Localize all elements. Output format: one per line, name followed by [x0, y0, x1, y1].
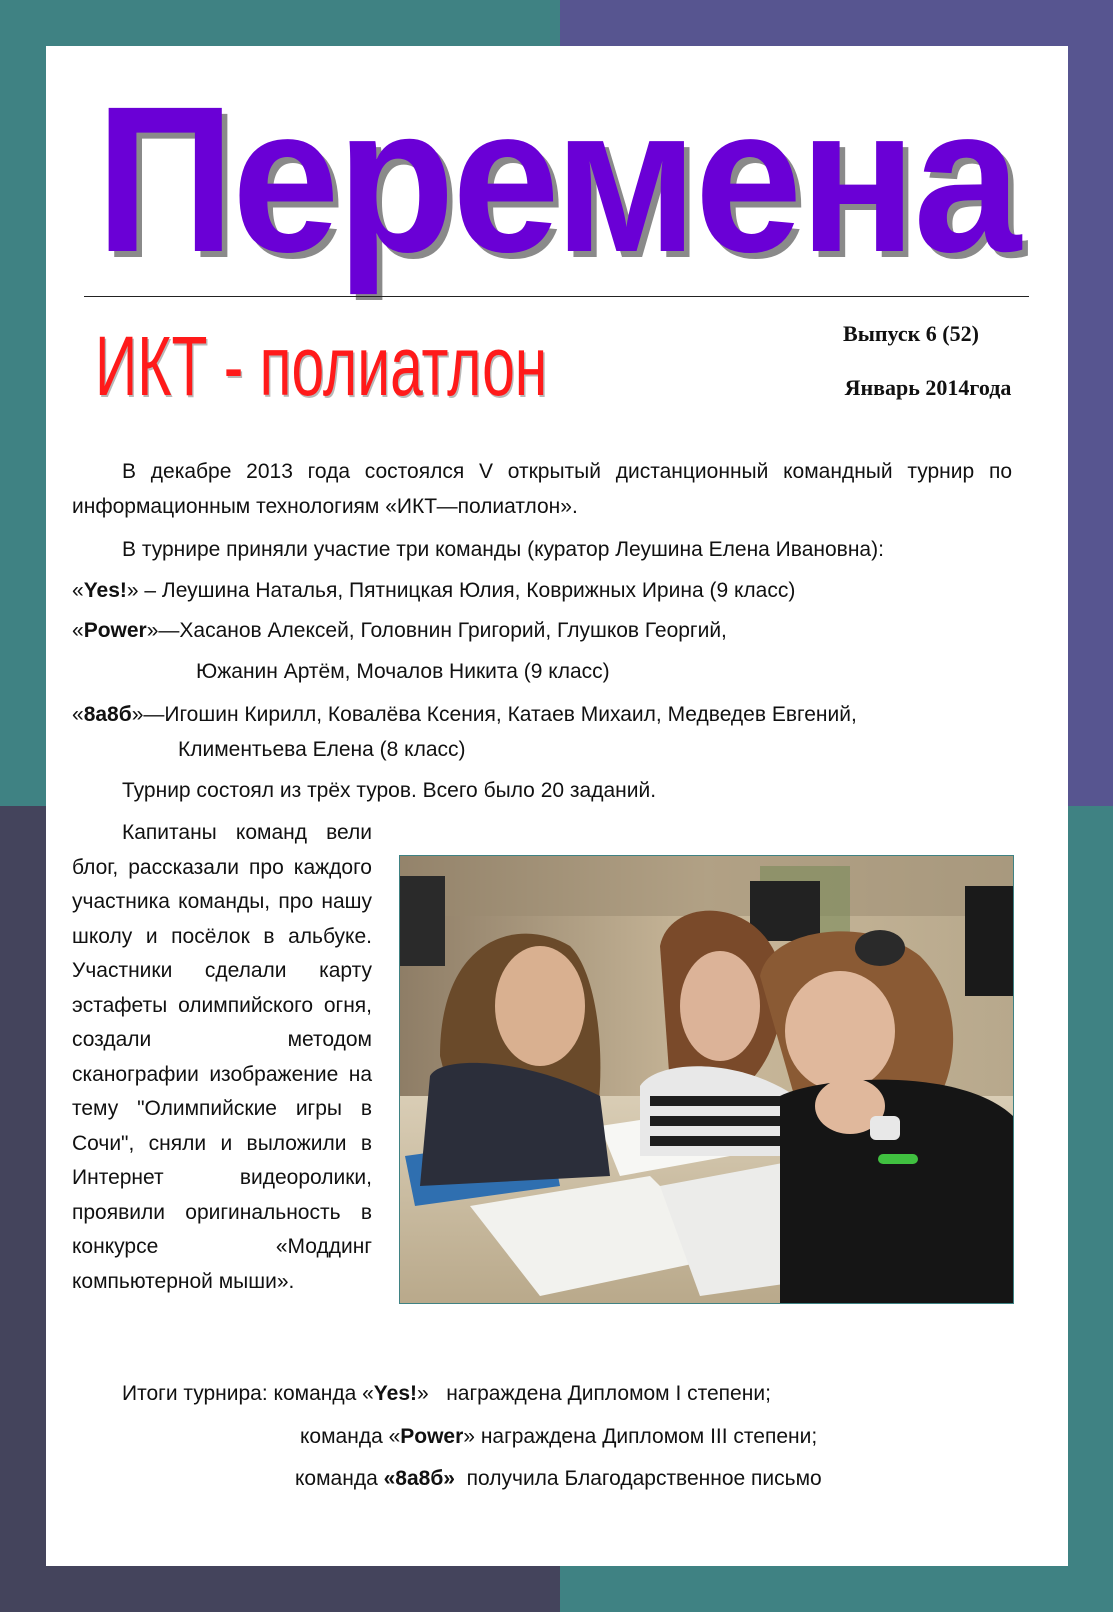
results-word-team: команда: [300, 1425, 383, 1448]
team-name: Yes!: [83, 579, 127, 602]
article-headline: ИКТ - полиатлон: [95, 319, 548, 413]
results-line-1: Итоги турнира: команда «Yes!» награждена Дипломом I степени;: [122, 1382, 771, 1405]
issue-date: Январь 2014года: [844, 375, 1012, 400]
results-team-power: Power: [400, 1425, 464, 1448]
results-line-2: команда «Power» награждена Дипломом III степени;: [300, 1425, 818, 1448]
results-line-3: [295, 1461, 822, 1496]
team-name: 8а8б: [83, 703, 132, 726]
issue-number: Выпуск 6 (52): [843, 321, 979, 346]
header-divider: [84, 296, 1029, 297]
results-word-team: команда: [295, 1467, 378, 1490]
tours-paragraph: Турнир состоял из трёх туров. Всего было 20 заданий.: [122, 779, 657, 802]
team-power: «Power»—Хасанов Алексей, Головнин Григорий, Глушков Георгий,: [72, 619, 727, 642]
results-award-3: получила Благодарственное письмо: [466, 1467, 822, 1490]
results-team-8a8b: «8а8б»: [383, 1467, 455, 1490]
team-power-members-cont: Южанин Артём, Мочалов Никита (9 класс): [196, 660, 610, 683]
team-8a8b: «8а8б»—Игошин Кирилл, Ковалёва Ксения, Катаев Михаил, Медведев Евгений,: [72, 703, 857, 726]
team-8a8b-members-cont: Климентьева Елена (8 класс): [178, 738, 466, 761]
team-yes: «Yes!» – Леушина Наталья, Пятницкая Юлия, Коврижных Ирина (9 класс): [72, 579, 796, 602]
results-team-8a8b-name: 8а8б: [395, 1467, 444, 1490]
results-intro: Итоги турнира: команда: [122, 1382, 357, 1405]
intro-paragraph: В декабре 2013 года состоялся V открытый дистанционный командный турнир по информационным технологиям «ИКТ—полиатлон».: [72, 460, 1012, 518]
team-members: – Леушина Наталья, Пятницкая Юлия, Коврижных Ирина (9 класс): [138, 579, 796, 602]
masthead-title: Перемена: [95, 64, 1019, 296]
team-members: —Хасанов Алексей, Головнин Григорий, Глушков Георгий,: [158, 619, 727, 642]
team-members: —Игошин Кирилл, Ковалёва Ксения, Катаев Михаил, Медведев Евгений,: [143, 703, 857, 726]
issue-info: [766, 321, 1056, 401]
results-award-2: награждена Дипломом III степени;: [480, 1425, 818, 1448]
results-team-yes: Yes!: [373, 1382, 417, 1405]
team-name: Power: [83, 619, 147, 642]
results-award-1: награждена Дипломом I степени;: [446, 1382, 771, 1405]
participants-intro: В турнире приняли участие три команды (куратор Леушина Елена Ивановна):: [122, 538, 884, 561]
newsletter-page: [46, 46, 1068, 1566]
students-photo: [399, 855, 1014, 1304]
captains-paragraph: Капитаны команд вели блог, рассказали про каждого участника команды, про нашу школу и посёлок в альбуке. Участники сделали карту эстафеты олимпийского огня, создали методом сканографии изображение на тему "Олимпийские игры в Сочи", сняли и выложили в Интернет видеоролики, проявили оригинальность в конкурсе «Моддинг компьютерной мыши».: [72, 821, 372, 1293]
